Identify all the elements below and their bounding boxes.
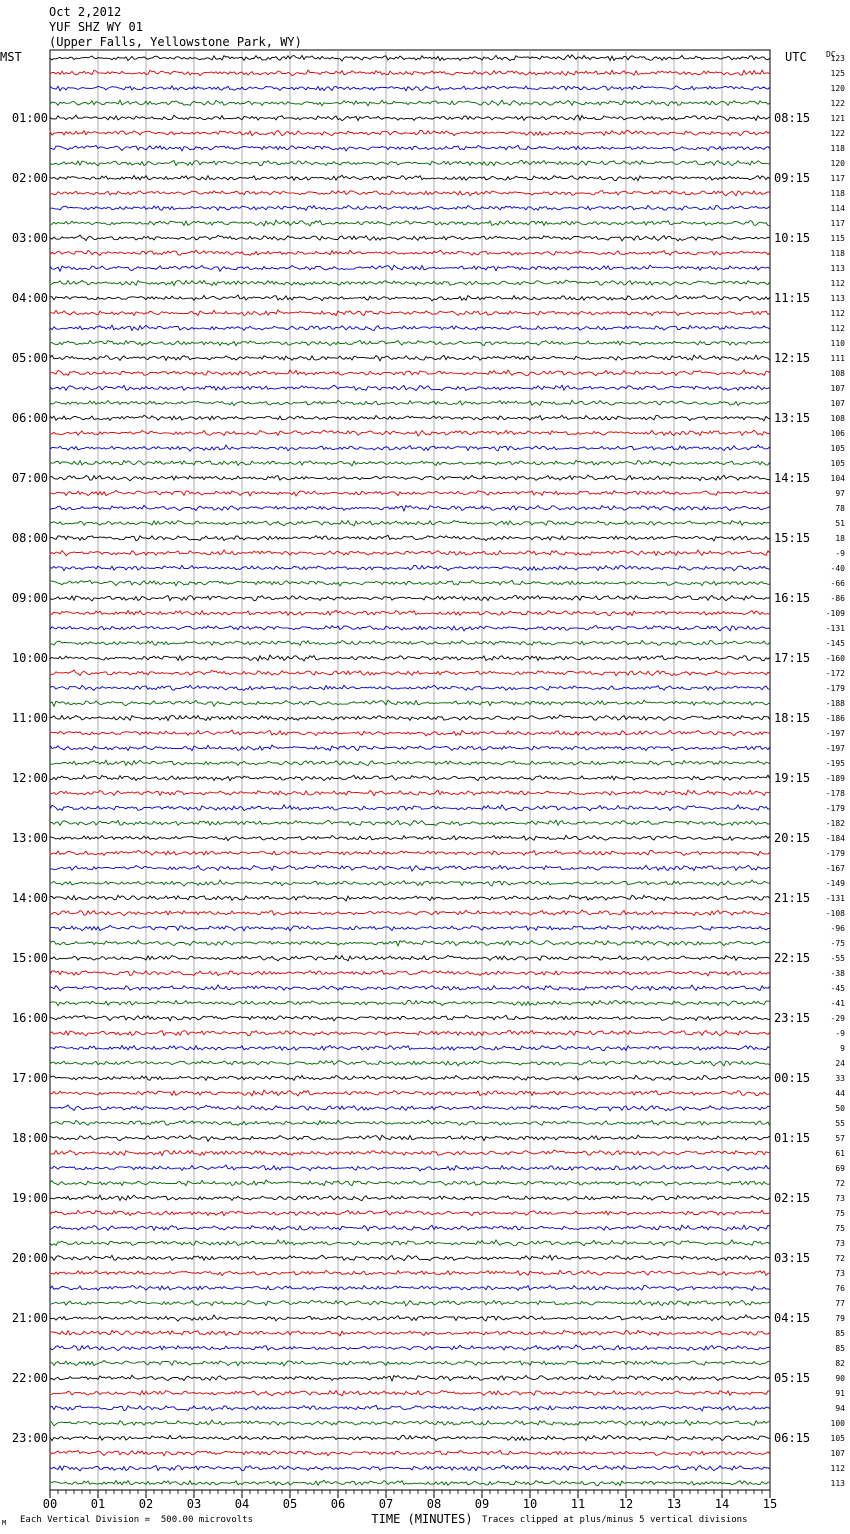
utc-hour-label: 16:15 xyxy=(774,591,811,605)
dc-offset-label: -131 xyxy=(825,624,845,633)
trace-line xyxy=(50,430,770,436)
x-tick-label: 03 xyxy=(186,1497,202,1511)
dc-offset-label: 73 xyxy=(835,1239,845,1248)
trace-line xyxy=(50,715,770,721)
dc-offset-label: 105 xyxy=(830,459,845,468)
trace-line xyxy=(50,865,770,871)
trace-line xyxy=(50,850,770,855)
corner-mark: M xyxy=(2,1519,7,1527)
trace-line xyxy=(50,535,770,541)
mst-hour-label: 03:00 xyxy=(11,231,48,245)
utc-hour-label: 02:15 xyxy=(774,1191,811,1205)
trace-line xyxy=(50,880,770,886)
dc-offset-label: 50 xyxy=(835,1104,845,1113)
trace-line xyxy=(50,910,770,916)
dc-offset-label: 113 xyxy=(830,294,845,303)
trace-line xyxy=(50,940,770,946)
trace-line xyxy=(50,475,770,481)
dc-offset-label: 108 xyxy=(830,369,845,378)
trace-line xyxy=(50,1150,770,1156)
x-tick-label: 05 xyxy=(282,1497,298,1511)
trace-line xyxy=(50,385,770,390)
trace-line xyxy=(50,926,770,932)
mst-hour-label: 20:00 xyxy=(11,1251,48,1265)
mst-hour-label: 22:00 xyxy=(11,1371,48,1385)
trace-line xyxy=(50,1045,770,1050)
trace-line xyxy=(50,1165,770,1171)
dc-offset-label: 122 xyxy=(830,99,845,108)
dc-offset-label: -179 xyxy=(825,804,845,813)
dc-offset-label: 107 xyxy=(830,1449,845,1458)
trace-line xyxy=(50,175,770,180)
dc-offset-label: 105 xyxy=(830,444,845,453)
trace-line xyxy=(50,655,770,661)
trace-line xyxy=(50,265,770,271)
trace-line xyxy=(50,955,770,961)
utc-hour-label: 21:15 xyxy=(774,891,811,905)
trace-line xyxy=(50,1255,770,1260)
trace-line xyxy=(50,130,770,135)
mst-hour-label: 12:00 xyxy=(11,771,48,785)
x-tick-label: 15 xyxy=(762,1497,778,1511)
utc-hour-label: 00:15 xyxy=(774,1071,811,1085)
trace-line xyxy=(50,626,770,631)
dc-offset-label: -197 xyxy=(825,729,845,738)
dc-offset-label: 91 xyxy=(835,1389,845,1398)
dc-offset-label: 79 xyxy=(835,1314,845,1323)
trace-line xyxy=(50,895,770,901)
dc-offset-label: 85 xyxy=(835,1344,845,1353)
dc-offset-label: -179 xyxy=(825,849,845,858)
dc-offset-label: 108 xyxy=(830,414,845,423)
dc-offset-label: 112 xyxy=(830,324,845,333)
trace-line xyxy=(50,235,770,241)
mst-hour-label: 16:00 xyxy=(11,1011,48,1025)
utc-hour-label: 15:15 xyxy=(774,531,811,545)
plot-date: Oct 2,2012 xyxy=(49,5,122,19)
dc-offset-label: 51 xyxy=(835,519,845,528)
mst-hour-label: 07:00 xyxy=(11,471,48,485)
dc-offset-label: -172 xyxy=(825,669,845,678)
utc-hour-label: 14:15 xyxy=(774,471,811,485)
mst-hour-label: 05:00 xyxy=(11,351,48,365)
dc-offset-label: -9 xyxy=(835,1029,845,1038)
dc-offset-label: -182 xyxy=(825,819,845,828)
trace-line xyxy=(50,610,770,615)
x-tick-label: 08 xyxy=(426,1497,442,1511)
trace-line xyxy=(50,1270,770,1275)
trace-line xyxy=(50,370,770,376)
scale-note: Each Vertical Division = 500.00 microvolts xyxy=(20,1515,253,1525)
dc-offset-label: 69 xyxy=(835,1164,845,1173)
trace-line xyxy=(50,250,770,255)
dc-offset-label: 118 xyxy=(830,249,845,258)
mst-hour-label: 09:00 xyxy=(11,591,48,605)
mst-hour-label: 23:00 xyxy=(11,1431,48,1445)
dc-offset-label: 61 xyxy=(835,1149,845,1158)
trace-line xyxy=(50,760,770,765)
dc-offset-label: 57 xyxy=(835,1134,845,1143)
mst-hour-label: 18:00 xyxy=(11,1131,48,1145)
dc-offset-label: 9 xyxy=(840,1044,845,1053)
dc-offset-label: -131 xyxy=(825,894,845,903)
mst-hour-label: 02:00 xyxy=(11,171,48,185)
dc-offset-label: -9 xyxy=(835,549,845,558)
mst-axis-label: MST xyxy=(0,50,22,64)
utc-hour-label: 04:15 xyxy=(774,1311,811,1325)
trace-line xyxy=(50,280,770,286)
trace-line xyxy=(50,580,770,586)
plot-frame xyxy=(50,50,770,1490)
trace-line xyxy=(50,1375,770,1381)
x-tick-label: 00 xyxy=(42,1497,58,1511)
dc-offset-label: -75 xyxy=(830,939,845,948)
dc-offset-label: -195 xyxy=(825,759,845,768)
trace-line xyxy=(50,1330,770,1336)
dc-offset-label: -188 xyxy=(825,699,845,708)
dc-offset-label: 97 xyxy=(835,489,845,498)
trace-line xyxy=(50,1030,770,1036)
dc-offset-label: 117 xyxy=(830,219,845,228)
trace-line xyxy=(50,1390,770,1396)
x-tick-label: 11 xyxy=(570,1497,586,1511)
mst-hour-label: 11:00 xyxy=(11,711,48,725)
trace-line xyxy=(50,415,770,420)
x-tick-label: 07 xyxy=(378,1497,394,1511)
trace-line xyxy=(50,1300,770,1306)
dc-offset-label: 118 xyxy=(830,144,845,153)
trace-line xyxy=(50,790,770,796)
trace-line xyxy=(50,1405,770,1411)
dc-offset-label: -41 xyxy=(830,999,845,1008)
dc-offset-label: 113 xyxy=(830,1479,845,1488)
trace-line xyxy=(50,550,770,556)
dc-offset-label: 120 xyxy=(830,84,845,93)
trace-line xyxy=(50,1105,770,1111)
trace-line xyxy=(50,100,770,106)
dc-offset-label: -178 xyxy=(825,789,845,798)
utc-hour-label: 18:15 xyxy=(774,711,811,725)
dc-offset-label: -86 xyxy=(830,594,845,603)
utc-hour-label: 23:15 xyxy=(774,1011,811,1025)
trace-line xyxy=(50,355,770,361)
trace-line xyxy=(50,1285,770,1290)
trace-line xyxy=(50,1315,770,1321)
utc-hour-label: 11:15 xyxy=(774,291,811,305)
trace-line xyxy=(50,70,770,76)
dc-offset-label: 75 xyxy=(835,1224,845,1233)
utc-hour-label: 10:15 xyxy=(774,231,811,245)
trace-line xyxy=(50,985,770,991)
trace-line xyxy=(50,400,770,405)
trace-line xyxy=(50,1195,770,1200)
dc-offset-label: 118 xyxy=(830,189,845,198)
dc-offset-label: 107 xyxy=(830,399,845,408)
trace-line xyxy=(50,86,770,91)
trace-line xyxy=(50,505,770,511)
trace-line xyxy=(50,1075,770,1080)
trace-line xyxy=(50,1210,770,1216)
dc-offset-label: 24 xyxy=(835,1059,845,1068)
mst-hour-label: 19:00 xyxy=(11,1191,48,1205)
dc-offset-label: 104 xyxy=(830,474,845,483)
trace-line xyxy=(50,1061,770,1066)
dc-offset-label: 113 xyxy=(830,264,845,273)
trace-line xyxy=(50,685,770,690)
dc-offset-label: -45 xyxy=(830,984,845,993)
trace-line xyxy=(50,1435,770,1440)
trace-line xyxy=(50,520,770,526)
utc-hour-label: 08:15 xyxy=(774,111,811,125)
dc-offset-label: 73 xyxy=(835,1194,845,1203)
utc-hour-label: 20:15 xyxy=(774,831,811,845)
dc-offset-label: 72 xyxy=(835,1254,845,1263)
trace-line xyxy=(50,115,770,121)
trace-line xyxy=(50,805,770,811)
dc-offset-label: 125 xyxy=(830,69,845,78)
utc-hour-label: 01:15 xyxy=(774,1131,811,1145)
x-tick-label: 01 xyxy=(90,1497,106,1511)
dc-offset-label: -40 xyxy=(830,564,845,573)
trace-line xyxy=(50,1450,770,1456)
trace-line xyxy=(50,970,770,976)
utc-hour-label: 12:15 xyxy=(774,351,811,365)
mst-hour-label: 15:00 xyxy=(11,951,48,965)
dc-offset-label: -109 xyxy=(825,609,845,618)
trace-line xyxy=(50,670,770,676)
trace-line xyxy=(50,745,770,751)
trace-line xyxy=(50,460,770,466)
utc-hour-label: 05:15 xyxy=(774,1371,811,1385)
dc-offset-label: -197 xyxy=(825,744,845,753)
trace-line xyxy=(50,191,770,196)
x-tick-label: 10 xyxy=(522,1497,538,1511)
trace-line xyxy=(50,730,770,736)
dc-offset-label: -186 xyxy=(825,714,845,723)
dc-offset-label: 123 xyxy=(830,54,845,63)
utc-hour-label: 13:15 xyxy=(774,411,811,425)
dc-offset-label: 85 xyxy=(835,1329,845,1338)
mst-hour-label: 13:00 xyxy=(11,831,48,845)
dc-offset-label: 100 xyxy=(830,1419,845,1428)
dc-offset-label: -108 xyxy=(825,909,845,918)
mst-hour-label: 17:00 xyxy=(11,1071,48,1085)
dc-offset-label: -179 xyxy=(825,684,845,693)
dc-offset-label: 76 xyxy=(835,1284,845,1293)
trace-line xyxy=(50,1000,770,1005)
utc-axis-label: UTC xyxy=(785,50,807,64)
dc-offset-label: 114 xyxy=(830,204,845,213)
station-code: YUF SHZ WY 01 xyxy=(49,20,143,34)
dc-offset-label: 112 xyxy=(830,309,845,318)
dc-offset-label: 90 xyxy=(835,1374,845,1383)
trace-line xyxy=(50,820,770,825)
dc-offset-label: 94 xyxy=(835,1404,845,1413)
dc-offset-label: 77 xyxy=(835,1299,845,1308)
dc-label: DC xyxy=(826,50,836,59)
dc-offset-label: 107 xyxy=(830,384,845,393)
x-tick-label: 09 xyxy=(474,1497,490,1511)
dc-offset-label: 111 xyxy=(830,354,845,363)
trace-line xyxy=(50,1345,770,1351)
utc-hour-label: 17:15 xyxy=(774,651,811,665)
trace-line xyxy=(50,340,770,345)
utc-hour-label: 22:15 xyxy=(774,951,811,965)
dc-offset-label: 106 xyxy=(830,429,845,438)
dc-offset-label: -149 xyxy=(825,879,845,888)
dc-offset-label: 115 xyxy=(830,234,845,243)
mst-hour-label: 14:00 xyxy=(11,891,48,905)
trace-line xyxy=(50,1420,770,1426)
utc-hour-label: 03:15 xyxy=(774,1251,811,1265)
trace-line xyxy=(50,55,770,61)
utc-hour-label: 19:15 xyxy=(774,771,811,785)
trace-line xyxy=(50,775,770,781)
dc-offset-label: 78 xyxy=(835,504,845,513)
dc-offset-label: -29 xyxy=(830,1014,845,1023)
clip-note: Traces clipped at plus/minus 5 vertical divisions xyxy=(482,1515,748,1525)
dc-offset-label: -96 xyxy=(830,924,845,933)
x-tick-label: 13 xyxy=(666,1497,682,1511)
dc-offset-label: 117 xyxy=(830,174,845,183)
dc-offset-label: -167 xyxy=(825,864,845,873)
dc-offset-label: 120 xyxy=(830,159,845,168)
trace-line xyxy=(50,205,770,210)
mst-hour-label: 08:00 xyxy=(11,531,48,545)
dc-offset-label: -184 xyxy=(825,834,845,843)
trace-line xyxy=(50,160,770,166)
dc-offset-label: -38 xyxy=(830,969,845,978)
dc-offset-label: 112 xyxy=(830,1464,845,1473)
mst-hour-label: 21:00 xyxy=(11,1311,48,1325)
dc-offset-label: 44 xyxy=(835,1089,845,1098)
utc-hour-label: 09:15 xyxy=(774,171,811,185)
mst-hour-label: 04:00 xyxy=(11,291,48,305)
dc-offset-label: 110 xyxy=(830,339,845,348)
x-tick-label: 04 xyxy=(234,1497,250,1511)
trace-line xyxy=(50,145,770,151)
dc-offset-label: -189 xyxy=(825,774,845,783)
dc-offset-label: -66 xyxy=(830,579,845,588)
trace-line xyxy=(50,1465,770,1471)
dc-offset-label: -55 xyxy=(830,954,845,963)
dc-offset-label: 72 xyxy=(835,1179,845,1188)
dc-offset-label: 105 xyxy=(830,1434,845,1443)
trace-line xyxy=(50,445,770,451)
dc-offset-label: 73 xyxy=(835,1269,845,1278)
trace-line xyxy=(50,1180,770,1186)
mst-hour-label: 06:00 xyxy=(11,411,48,425)
dc-offset-label: 82 xyxy=(835,1359,845,1368)
utc-hour-label: 06:15 xyxy=(774,1431,811,1445)
dc-offset-label: -145 xyxy=(825,639,845,648)
x-tick-label: 14 xyxy=(714,1497,730,1511)
x-tick-label: 06 xyxy=(330,1497,346,1511)
dc-offset-label: 18 xyxy=(835,534,845,543)
mst-hour-label: 10:00 xyxy=(11,651,48,665)
trace-line xyxy=(50,1015,770,1021)
dc-offset-label: 122 xyxy=(830,129,845,138)
dc-offset-label: -160 xyxy=(825,654,845,663)
trace-line xyxy=(50,1225,770,1231)
trace-line xyxy=(50,1361,770,1367)
trace-line xyxy=(50,700,770,706)
trace-line xyxy=(50,640,770,645)
x-tick-label: 02 xyxy=(138,1497,154,1511)
trace-line xyxy=(50,1120,770,1126)
dc-offset-label: 55 xyxy=(835,1119,845,1128)
dc-offset-label: 75 xyxy=(835,1209,845,1218)
x-tick-label: 12 xyxy=(618,1497,634,1511)
trace-line xyxy=(50,1480,770,1485)
trace-line xyxy=(50,1240,770,1246)
trace-line xyxy=(50,491,770,497)
trace-line xyxy=(50,325,770,330)
dc-offset-label: 112 xyxy=(830,279,845,288)
trace-line xyxy=(50,310,770,316)
trace-line xyxy=(50,1135,770,1141)
dc-offset-label: 121 xyxy=(830,114,845,123)
trace-line xyxy=(50,595,770,601)
station-location: (Upper Falls, Yellowstone Park, WY) xyxy=(49,35,302,49)
trace-line xyxy=(50,565,770,570)
dc-offset-label: 33 xyxy=(835,1074,845,1083)
trace-line xyxy=(50,1090,770,1096)
x-axis-label: TIME (MINUTES) xyxy=(371,1512,473,1526)
trace-line xyxy=(50,220,770,226)
trace-line xyxy=(50,295,770,301)
mst-hour-label: 01:00 xyxy=(11,111,48,125)
trace-line xyxy=(50,835,770,840)
